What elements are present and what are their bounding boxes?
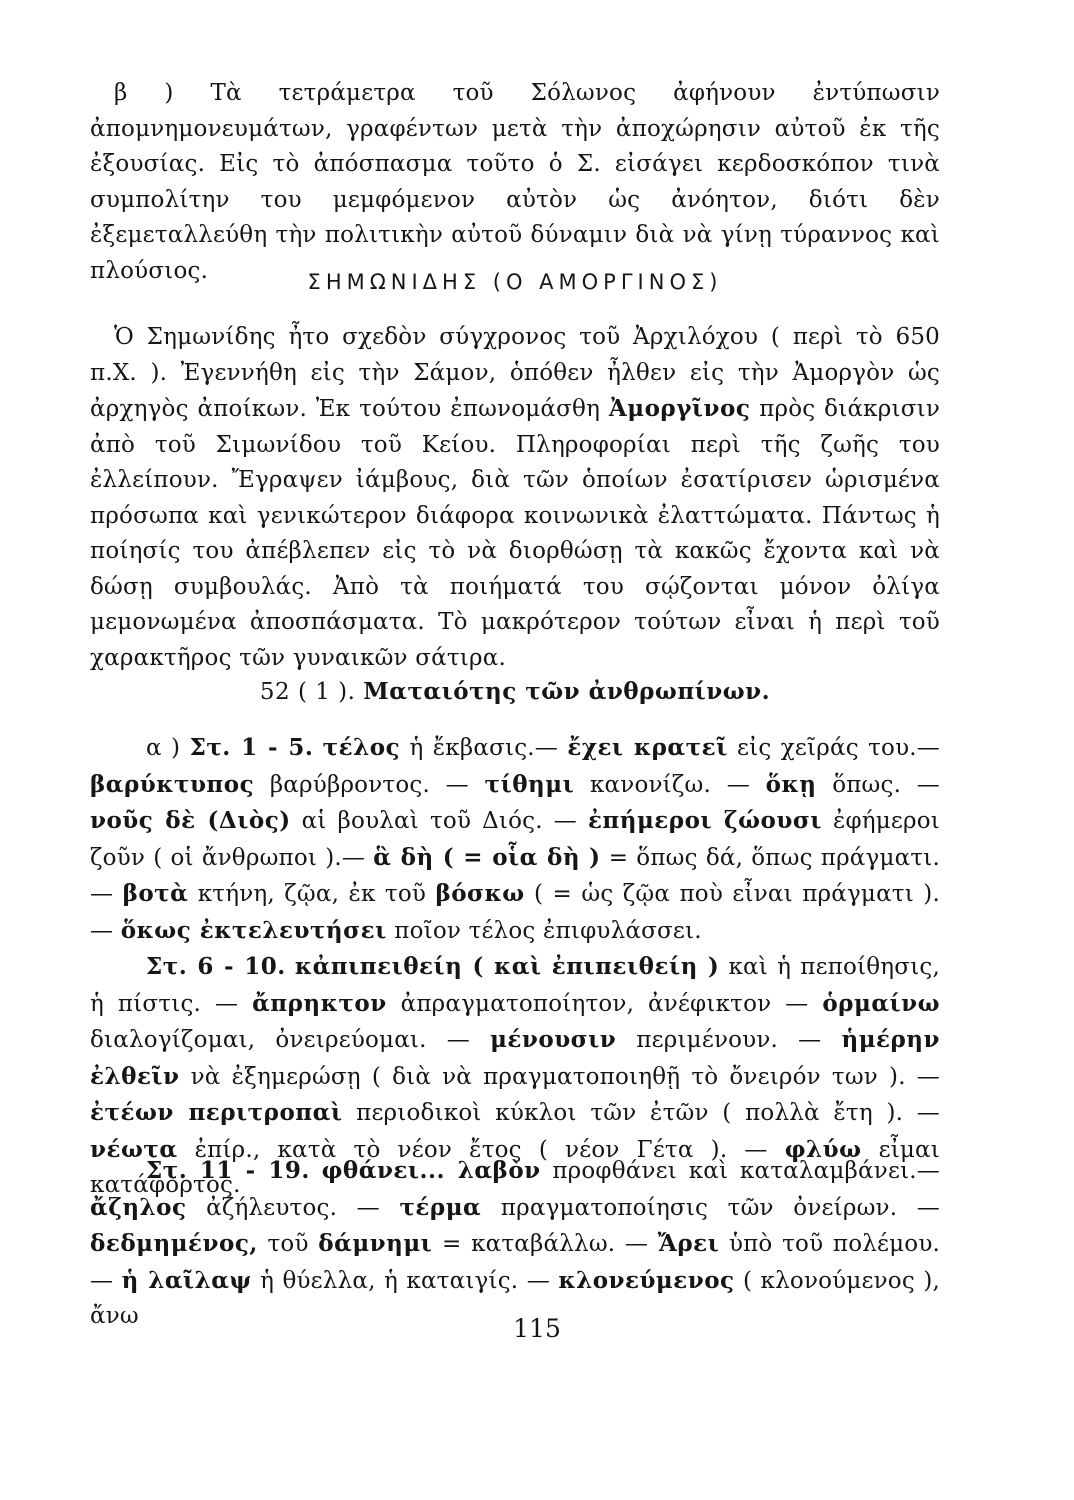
note-term: μένουσιν: [490, 1026, 617, 1053]
note-gloss: ἡ θύελλα, ἡ καταιγίς. —: [260, 1267, 550, 1294]
note-term: φλύω: [784, 1135, 862, 1163]
note-term: τίθημι: [484, 770, 575, 798]
page-number: 115: [513, 1314, 561, 1343]
note-gloss: βαρύβροντος. —: [269, 771, 469, 798]
note-gloss: ἡ ἔκβασις.—: [409, 735, 559, 761]
note-gloss: περιοδικοὶ κύκλοι τῶν ἐτῶν ( πολλὰ ἔτη ). —: [356, 1100, 941, 1126]
note-term: δεδμημένος,: [90, 1230, 258, 1257]
note-term: ἃ δὴ ( = οἷα δὴ ): [373, 843, 601, 871]
note-gloss: ὑπὸ τοῦ πολέμου. —: [90, 1231, 941, 1294]
note-gloss: εἰς χεῖράς του.—: [737, 735, 940, 761]
note-gloss: ἀπραγματοποίητον, ἀνέφικτον —: [400, 990, 809, 1017]
note-term: βόσκω: [435, 880, 525, 907]
bio-text-2: πρὸς διάκρισιν ἀπὸ τοῦ Σιμωνίδου τοῦ Κείου. Πληροφορίαι περὶ τῆς ζωῆς του ἐλλείπουν. Ἔγραψεν ἰάμβους, διὰ τῶν ὁποίων ἐσατίρισεν ὡρισμένα πρόσωπα καὶ γενικώτερον διάφορα κοινωνικὰ ἐλαττώματα. Πάντως ἡ ποίησίς του ἀπέβλεπεν εἰς τὸ νὰ διορθώσῃ τὰ κακῶς ἔχοντα καὶ νὰ δώσῃ συμβουλάς. Ἀπὸ τὰ ποιήματά του σῴζονται μόνον ὀλίγα μεμονωμένα ἀποσπάσματα. Τὸ μακρότερον τούτων εἶναι ἡ περὶ τοῦ χαρακτῆρος τῶν γυναικῶν σάτιρα.: [90, 396, 940, 671]
notes-lines-1-5: [90, 730, 940, 949]
note-term: δάμνημι: [318, 1230, 433, 1257]
note-gloss: ὅπως. —: [832, 771, 941, 798]
note-gloss: εἶμαι κατάφορτος.: [90, 1136, 941, 1198]
note-term: ἔχει κρατεῖ: [567, 734, 728, 761]
note-term: ἄζηλος: [90, 1193, 187, 1221]
note-term: τέλος: [322, 734, 401, 761]
note-term: ἡ λαῖλαψ: [121, 1266, 252, 1294]
note-term: βοτὰ: [122, 880, 189, 907]
note-gloss: πραγματοποίησις τῶν ὀνείρων. —: [500, 1194, 940, 1221]
commentary-notes: [90, 730, 940, 1204]
note-term: νέωτα: [90, 1135, 178, 1163]
note-term: ἐτέων περιτροπαὶ: [90, 1099, 343, 1126]
footnote-ref: ( 1 ).: [297, 679, 356, 705]
note-gloss: = ὅπως δά, ὅπως πράγματι.—: [90, 844, 941, 907]
bio-term-amorginos: Ἀμοργῖνος: [608, 395, 751, 422]
note-term: ὅκως ἐκτελευτήσει: [120, 916, 387, 944]
note-label: α ): [146, 735, 181, 761]
poem-title-text: Ματαιότης τῶν ἀνθρωπίνων.: [363, 678, 771, 705]
note-term: φθάνει... λαβὸν: [321, 1157, 541, 1184]
note-term: βαρύκτυπος: [90, 770, 255, 798]
note-gloss: ποῖον τέλος ἐπιφυλάσσει.: [394, 917, 702, 944]
note-gloss: περιμένουν. —: [636, 1027, 822, 1053]
biography-paragraph: [90, 320, 940, 676]
poem-number: 52: [259, 679, 291, 705]
note-term: τέρμα: [399, 1193, 482, 1221]
note-gloss: προφθάνει καὶ καταλαμβάνει.—: [552, 1158, 940, 1184]
note-term: κλονεύμενος: [558, 1266, 735, 1294]
note-gloss: ( = ὡς ζῷα ποὺ εἶναι πράγματι ). —: [90, 881, 940, 944]
note-term: ὁρμαίνω: [822, 989, 941, 1017]
bio-text-1: Ὁ Σημωνίδης ἦτο σχεδὸν σύγχρονος τοῦ Ἀρχιλόχου ( περὶ τὸ 650 π.Χ. ). Ἐγεννήθη εἰς τὴν Σάμον, ὁπόθεν ἦλθεν εἰς τὴν Ἀμοργὸν ὡς ἀρχηγὸς ἀποίκων. Ἐκ τούτου ἐπωνομάσθη: [90, 324, 940, 422]
note-ref: Στ. 11 - 19.: [146, 1157, 310, 1184]
note-gloss: = καταβάλλω. —: [441, 1231, 649, 1257]
note-gloss: ἀζήλευτος. —: [206, 1194, 380, 1221]
commentary-notes-continued: [90, 1153, 940, 1335]
section-heading-simonides: ΣΗΜΩΝΙΔΗΣ (Ο ΑΜΟΡΓΙΝΟΣ): [307, 270, 723, 294]
note-term: Ἄρει: [657, 1230, 720, 1257]
note-gloss: κανονίζω. —: [589, 771, 750, 798]
poem-title: [90, 678, 940, 705]
note-term: ἐπήμεροι ζώουσι: [587, 807, 822, 834]
note-term: ἄπρηκτον: [252, 989, 387, 1017]
note-term: ἡμέρην ἐλθεῖν: [90, 1026, 940, 1090]
note-ref: Στ. 1 - 5.: [189, 734, 314, 761]
note-gloss: ἐφήμεροι ζοῦν ( οἱ ἄνθρωποι ).—: [90, 808, 941, 871]
note-gloss: καὶ ἡ πεποίθησις, ἡ πίστις. —: [90, 954, 940, 1017]
note-gloss: αἱ βουλαὶ τοῦ Διός. —: [301, 808, 577, 834]
note-term: κἀπιπειθείη ( καὶ ἐπιπειθείη ): [294, 953, 720, 980]
note-gloss: ( κλονούμενος ), ἄνω: [90, 1267, 941, 1329]
note-term: ὅκῃ: [765, 770, 817, 798]
note-gloss: διαλογίζομαι, ὀνειρεύομαι. —: [90, 1027, 470, 1053]
paragraph-beta: [90, 76, 940, 289]
note-term: νοῦς δὲ (Διὸς): [90, 807, 291, 834]
note-gloss: ἐπίρ., κατὰ τὸ νέον ἔτος ( νέον Γέτα ). —: [194, 1136, 768, 1163]
notes-lines-11-19: [90, 1153, 940, 1335]
note-gloss: κτήνη, ζῷα, ἐκ τοῦ: [197, 881, 427, 907]
note-ref: Στ. 6 - 10.: [146, 953, 286, 980]
paragraph-beta-text: β ) Τὰ τετράμετρα τοῦ Σόλωνος ἀφήνουν ἐντύπωσιν ἀπομνημονευμάτων, γραφέντων μετὰ τὴν ἀποχώρησιν αὐτοῦ ἐκ τῆς ἐξουσίας. Εἰς τὸ ἀπόσπασμα τοῦτο ὁ Σ. εἰσάγει κερδοσκόπον τινὰ συμπολίτην του μεμφόμενον αὐτὸν ὡς ἀνόητον, διότι δὲν ἐξεμεταλλεύθη τὴν πολιτικὴν αὐτοῦ δύναμιν διὰ νὰ γίνῃ τύραννος καὶ πλούσιος.: [90, 80, 940, 284]
note-gloss: νὰ ἐξημερώσῃ ( διὰ νὰ πραγματοποιηθῇ τὸ ὄνειρόν των ). —: [190, 1063, 940, 1090]
note-gloss: τοῦ: [267, 1231, 309, 1257]
